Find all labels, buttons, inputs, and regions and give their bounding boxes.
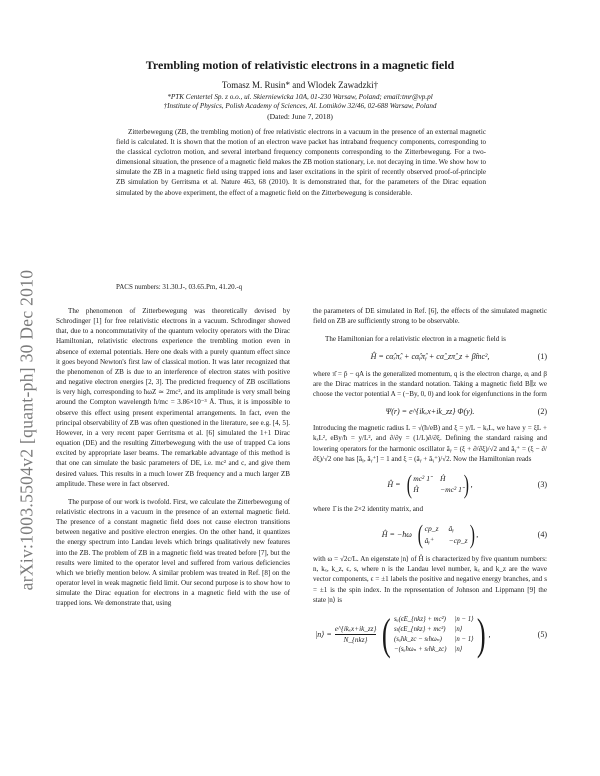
vector-coefficient: (sᵤħk_zc − sₗħωₙ) xyxy=(394,635,442,643)
matrix-cell: −mc² 1̂ xyxy=(440,485,462,495)
matrix-cell: Ĥ xyxy=(413,485,419,495)
vector-coefficient: −(sᵤħωₙ + sₗħk_zc) xyxy=(394,645,447,653)
matrix-cell: Ĥ xyxy=(440,474,446,484)
vector-coefficient: sₗ(ϵE_{nkz} + mc²) xyxy=(394,625,446,633)
right-paren: ) xyxy=(469,520,475,550)
equation-5-ket: |n⟩ = xyxy=(315,629,332,639)
right-paragraph-6: with ω = √2c/L. An eigenstate |n⟩ of Ĥ is characterized by five quantum numbers: n, kₓ, k_z, ϵ, s, where n is the Landau level number, kₓ and k_z are the wave vector components, ϵ = ±1 labels the positive and negative energy branches, and s = ±1 is the spin index. In the representation of Johnson and Lippmann [9] the state |n⟩ is xyxy=(313,555,547,604)
equation-3-lhs: Ĥ = xyxy=(387,479,401,489)
equation-2-number: (2) xyxy=(537,407,547,417)
left-column xyxy=(56,306,290,617)
left-paren: ( xyxy=(417,520,423,550)
vector-ket: |n − 1⟩ xyxy=(454,615,474,623)
matrix-cell: âᵧ xyxy=(448,524,455,534)
abstract: Zitterbewegung (ZB, the trembling motion) of free relativistic electrons in a vacuum in the presence of an external magnetic field is calculated. It is shown that the motion of an electron wave packet has intraband frequency components, corresponding to the classical cyclotron motion, and several interband frequency components corresponding to the Zitterbewegung. For a two-dimensional situation, the presence of a magnetic field makes the ZB motion stationary, i.e. not decaying in time. We show how to simulate the ZB in a magnetic field using trapped ions and laser excitations in the spirit of recently observed proof-of-principle ZB simulation by Gerritsma et al. Nature 463, 68 (2010). It is demonstrated that, for the parameters of the Dirac equation simulated by the above experiment, the effect of a magnetic field on the Zitterbewegung is considerable. xyxy=(116,128,486,197)
affiliation-2: †Institute of Physics, Polish Academy of Sciences, Al. Lotników 32/46, 02-688 Warsaw, Poland xyxy=(163,102,437,110)
paper-title: Trembling motion of relativistic electrons in a magnetic field xyxy=(145,58,455,72)
right-column xyxy=(313,306,547,663)
right-paragraph-2: The Hamiltonian for a relativistic electron in a magnetic field is xyxy=(325,335,506,344)
right-paragraph-3: where π̂ = p̂ − qA is the generalized momentum, q is the electron charge, αᵢ and β are the Dirac matrices in the standard notation. Taking a magnetic field B∥z we choose the vector potential A = (−By, 0, 0) and look for eigenfunctions in the form xyxy=(313,369,547,398)
equation-2-body: Ψ(r) = e^{ikₓx+ik_zz} Φ(y). xyxy=(385,407,475,417)
paper-authors: Tomasz M. Rusin* and Wlodek Zawadzki† xyxy=(221,80,379,90)
equation-1-number: (1) xyxy=(537,352,547,362)
vector-ket: |n − 1⟩ xyxy=(454,635,474,643)
equation-4-number: (4) xyxy=(537,529,547,539)
equation-4: Ĥ = −ħω ( cp_z âᵧ âᵧ⁺ −cp_z ) , (4) xyxy=(381,520,547,550)
right-paragraph-4: Introducing the magnetic radius L = √(ħ/eB) and ξ = y/L − kₓL, we have y = ξL + kₓL², eBy/ħ = y/L², and ∂/∂y = (1/L)∂/∂ξ. Defining the standard raising and lowering operators for the harmonic oscillator âᵧ = (ξ + ∂/∂ξ)/√2 and âᵧ⁺ = (ξ − ∂/∂ξ)/√2 one has [âᵧ, âᵧ⁺] = 1 and ξ = (âᵧ + âᵧ⁺)/√2. Now the Hamiltonian reads xyxy=(313,424,547,463)
right-paragraph-1: the parameters of DE simulated in Ref. [6], the effects of the simulated magnetic field on ZB are sufficiently strong to be observable. xyxy=(313,307,547,326)
prefactor-denominator: N_{nkz} xyxy=(343,636,368,645)
prefactor-numerator: e^{ikₓx+ik_zz} xyxy=(334,625,377,634)
equation-5-vector xyxy=(379,609,488,659)
arxiv-identifier-text: arXiv:1003.5504v2 [quant-ph] 30 Dec 2010 xyxy=(16,269,37,591)
equation-1-body: Ĥ = cα̂ₓπ̂ₓ + cα̂ᵧπ̂ᵧ + cα̂_zπ̂_z + β̂mc², xyxy=(370,352,490,362)
date-line: (Dated: June 7, 2018) xyxy=(267,112,333,121)
vector-coefficient: sᵤ(ϵE_{nkz} + mc²) xyxy=(394,615,446,623)
left-paren: ( xyxy=(406,469,412,499)
matrix-cell: −cp_z xyxy=(448,535,468,545)
equation-4-lhs: Ĥ = −ħω xyxy=(381,529,412,539)
left-paragraph-1: The phenomenon of Zitterbewegung was theoretically devised by Schrodinger [1] for free relativistic electrons in a vacuum. Schrodinger showed that, due to a noncommutativity of the quantum velocity operators with the Dirac Hamiltonian, relativistic electrons experience the trembling motion even in absence of external potentials. Here one deals with a purely quantum effect since it goes beyond Newton's first law of classical motion. It was later recognized that the phenomenon of ZB is due to an interference of electron states with positive and negative electron energies [2, 3]. The predicted frequency of ZB oscillations is very high, corresponding to ħωZ ≃ 2mc², and its amplitude is very small being around the Compton wavelength ħ/mc = 3.86×10⁻³ Å. Thus, it is impossible to observe this effect using present experimental arrangements. In fact, even the principal observability of ZB was often questioned in the literature, see e.g. [4, 5]. However, in a very recent paper Gerritsma et al. [6] simulated the 1+1 Dirac equation (DE) and the resulting Zitterbewegung with the use of trapped Ca ions excited by appropriate laser beams. The remarkable advantage of this method is that one can simulate the basic parameters of DE, i.e. mc² and c, and give them desired values. This results in a much lower ZB frequency and a much larger ZB amplitude. These were in fact observed. xyxy=(56,307,290,488)
equation-5: |n⟩ = $\frac{\text{e\textasciicircum{}\{ikₓx+ik\_zz\}}}{\text{N\_\{nkz\}}}$ ( sᵤ(ϵE_{nkz} + mc²) |n − 1⟩ sₗ(ϵE_{nkz} + mc²) |n⟩ (sᵤħk_zc − sₗħωₙ) |n − 1⟩ −(sᵤħωₙ + sₗħk_zc) |n⟩ ) , (5) xyxy=(315,609,547,659)
matrix-cell: mc² 1̂ xyxy=(413,474,431,484)
equation-1 xyxy=(313,352,547,362)
right-paragraph-5: where 1̂ is the 2×2 identity matrix, and xyxy=(313,504,423,513)
matrix-cell: cp_z xyxy=(424,524,439,534)
vector-ket: |n⟩ xyxy=(454,625,463,633)
right-paren: ) xyxy=(476,609,486,659)
arxiv-identifier-stamp xyxy=(14,190,40,670)
equation-2 xyxy=(313,407,547,417)
equation-5-prefactor xyxy=(335,624,377,645)
left-paren: ( xyxy=(382,609,392,659)
affiliation-1: *PTK Centertel Sp. z o.o., ul. Skierniewicka 10A, 01-230 Warsaw, Poland; email:tmr@vp.pl xyxy=(167,93,433,101)
equation-3-number: (3) xyxy=(537,479,547,489)
left-paragraph-2: The purpose of our work is twofold. First, we calculate the Zitterbewegung of relativistic electrons in a vacuum in the presence of an external magnetic field. The presence of a constant magnetic field does not cause electron transitions between negative and positive electron energies. On the other hand, it quantizes the energy spectrum into Landau levels which brings qualitatively new features into the ZB. The problem of ZB in a magnetic field was treated before [7], but the results were limited to the operator level and suffered from various deficiencies which we briefly mention below. A similar problem was treated in Ref. [8] on the operator level in weak magnetic field limit. Our second purpose is to show how to simulate the Dirac equation for electrons in a magnetic field with the use of trapped ions. We demonstrate that, using xyxy=(56,497,290,608)
right-paren: ) xyxy=(463,469,469,499)
equation-3-matrix xyxy=(405,469,471,499)
equation-3: Ĥ = ( mc² 1̂ Ĥ Ĥ −mc² 1̂ ) , (3) xyxy=(387,469,547,499)
vector-ket: |n⟩ xyxy=(454,645,463,653)
pacs-numbers: PACS numbers: 31.30.J-, 03.65.Pm, 41.20.-q xyxy=(116,283,243,291)
equation-4-matrix xyxy=(416,522,476,548)
equation-5-number: (5) xyxy=(537,629,547,639)
matrix-cell: âᵧ⁺ xyxy=(424,535,435,545)
